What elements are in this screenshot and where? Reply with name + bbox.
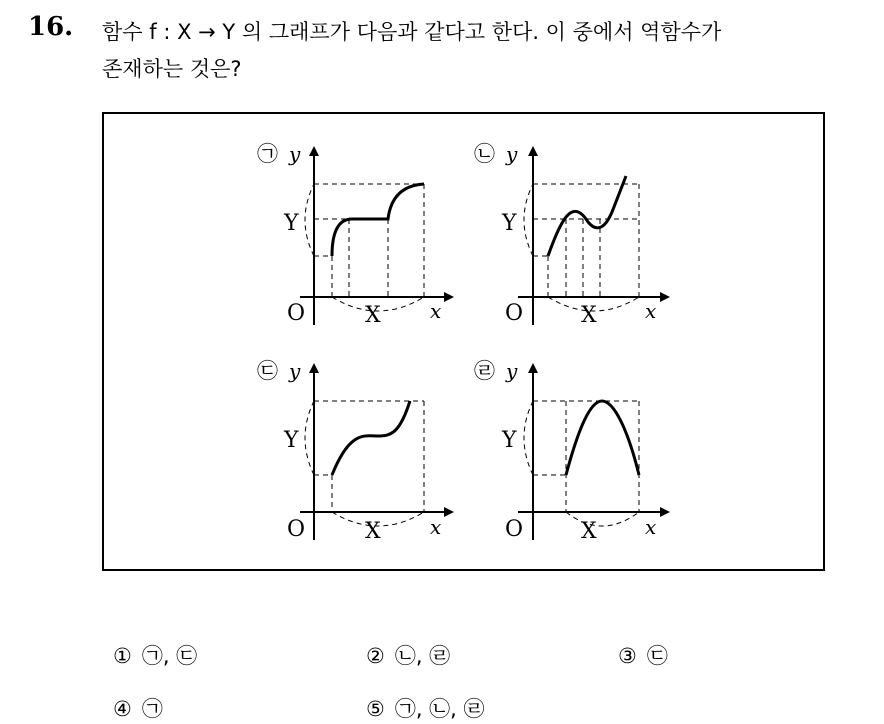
choice-5-number: ⑤ bbox=[366, 697, 385, 721]
graph-a-origin: O bbox=[287, 301, 306, 326]
graph-c-marker: ㉢ bbox=[257, 359, 278, 383]
graph-c-y-label: y bbox=[289, 359, 301, 383]
graph-a-yset-label: Y bbox=[284, 211, 299, 236]
graph-a-marker: ㉠ bbox=[257, 142, 278, 166]
graph-c-curve bbox=[332, 401, 410, 475]
choice-5[interactable] bbox=[366, 693, 485, 723]
question-text-line2: 존재하는 것은? bbox=[102, 57, 242, 81]
graph-a-x-label: x bbox=[430, 299, 442, 323]
graph-a-y-label: y bbox=[289, 142, 301, 166]
choice-4[interactable] bbox=[113, 693, 163, 723]
graph-b-y-label: y bbox=[506, 142, 518, 166]
graph-c bbox=[257, 359, 452, 544]
graph-d-y-label: y bbox=[506, 359, 518, 383]
choice-2-text: ㉡, ㉣ bbox=[394, 644, 451, 668]
graph-b-marker: ㉡ bbox=[474, 142, 495, 166]
graph-d-origin: O bbox=[505, 517, 524, 542]
graph-b-xset-label: X bbox=[581, 303, 597, 328]
graph-c-x-label: x bbox=[430, 515, 442, 539]
choice-2[interactable] bbox=[366, 640, 450, 670]
choice-1[interactable] bbox=[113, 640, 197, 670]
choice-1-number: ① bbox=[113, 644, 132, 668]
graph-d-curve bbox=[566, 401, 639, 475]
graph-d-xset-label: X bbox=[581, 519, 597, 544]
graph-d-yset-label: Y bbox=[502, 428, 517, 453]
graph-d-marker: ㉣ bbox=[474, 359, 495, 383]
graph-a-curve bbox=[332, 184, 424, 256]
graph-a-xset-label: X bbox=[365, 303, 381, 328]
graph-d-x-label: x bbox=[645, 515, 657, 539]
graph-c-xset-label: X bbox=[365, 519, 381, 544]
graph-a-guides bbox=[305, 184, 424, 311]
graph-c-origin: O bbox=[287, 517, 306, 542]
graph-b-guides bbox=[524, 184, 639, 311]
graph-c-yset-label: Y bbox=[284, 428, 299, 453]
graph-b-yset-label: Y bbox=[502, 211, 517, 236]
graph-b-x-label: x bbox=[645, 299, 657, 323]
choice-5-text: ㉠, ㉡, ㉣ bbox=[394, 697, 485, 721]
choice-3-number: ③ bbox=[618, 644, 637, 668]
choice-3-text: ㉢ bbox=[646, 644, 668, 668]
choice-1-text: ㉠, ㉢ bbox=[141, 644, 198, 668]
choice-2-number: ② bbox=[366, 644, 385, 668]
question-number: 16. bbox=[28, 12, 74, 42]
graph-a bbox=[257, 142, 452, 328]
graph-b-origin: O bbox=[505, 301, 524, 326]
choice-4-text: ㉠ bbox=[141, 697, 163, 721]
question-text-line1: 함수 f : X → Y 의 그래프가 다음과 같다고 한다. 이 중에서 역함수가 bbox=[102, 20, 722, 44]
choice-3[interactable] bbox=[618, 640, 668, 670]
graph-b-curve bbox=[548, 176, 626, 256]
graph-d bbox=[474, 359, 668, 544]
graph-b bbox=[474, 142, 668, 328]
choice-4-number: ④ bbox=[113, 697, 132, 721]
graph-c-guides bbox=[305, 401, 424, 526]
